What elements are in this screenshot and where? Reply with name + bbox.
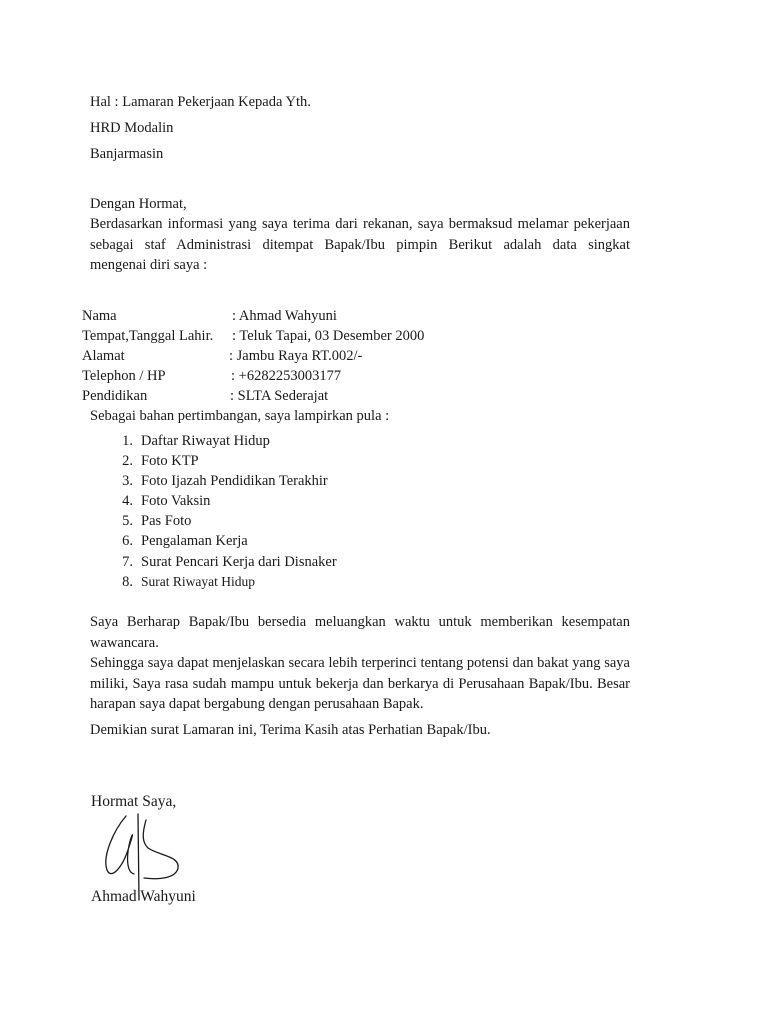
opening-line: sebagai staf Administrasi ditempat Bapak/Ibu pimpin Berikut adalah data singkat [90,236,630,253]
attachments-intro: Sebagai bahan pertimbangan, saya lampirkan pula : [90,408,390,424]
opening-line: Berdasarkan informasi yang saya terima dari rekanan, saya bermaksud melamar pekerjaan [90,216,630,232]
personal-label: Nama [82,308,117,324]
hope-line: Saya Berharap Bapak/Ibu bersedia meluangkan waktu untuk memberikan kesempatan wawancara. [90,614,630,651]
personal-value: : Teluk Tapai, 03 Desember 2000 [232,328,425,344]
closing-line: Demikian surat Lamaran ini, Terima Kasih atas Perhatian Bapak/Ibu. [90,722,491,738]
list-item: 6. Pengalaman Kerja [122,533,248,550]
hope-paragraph [90,612,630,715]
city-line: Banjarmasin [90,146,164,162]
list-item: 7. Surat Pencari Kerja dari Disnaker [122,553,337,570]
personal-label: Tempat,Tanggal Lahir. [82,328,214,344]
list-item: 1. Daftar Riwayat Hidup [122,433,270,449]
list-item: 3. Foto Ijazah Pendidikan Terakhir [122,473,328,490]
list-item: 5. Pas Foto [122,513,192,530]
hope-line: miliki, Saya rasa sudah mampu untuk bekerja dan berkarya di Perusahaan Bapak/Ibu. Besar [90,675,630,692]
personal-value: : Ahmad Wahyuni [232,308,337,324]
signoff-salutation: Hormat Saya, [91,793,177,810]
list-item: 8. Surat Riwayat Hidup [122,573,255,590]
attachments-list [88,431,337,592]
personal-label: Alamat [82,348,125,364]
list-item: 2. Foto KTP [122,453,199,470]
recipient-line: HRD Modalin [90,120,174,136]
signoff-name: Ahmad Wahyuni [91,888,196,905]
personal-value: : SLTA Sederajat [230,388,329,404]
opening-line: mengenai diri saya : [90,257,208,273]
personal-value: : Jambu Raya RT.002/- [229,348,363,364]
greeting: Dengan Hormat, [90,196,187,212]
hope-line: harapan saya dapat bergabung dengan perusahaan Bapak. [90,696,424,712]
list-item: 4. Foto Vaksin [122,493,211,510]
personal-value: : +6282253003177 [231,368,342,384]
hope-line: Sehingga saya dapat menjelaskan secara lebih terperinci tentang potensi dan bakat yang saya [90,655,630,671]
personal-label: Pendidikan [82,388,148,404]
personal-label: Telephon / HP [82,368,166,384]
opening-paragraph [90,214,630,276]
subject-line: Hal : Lamaran Pekerjaan Kepada Yth. [90,94,311,110]
